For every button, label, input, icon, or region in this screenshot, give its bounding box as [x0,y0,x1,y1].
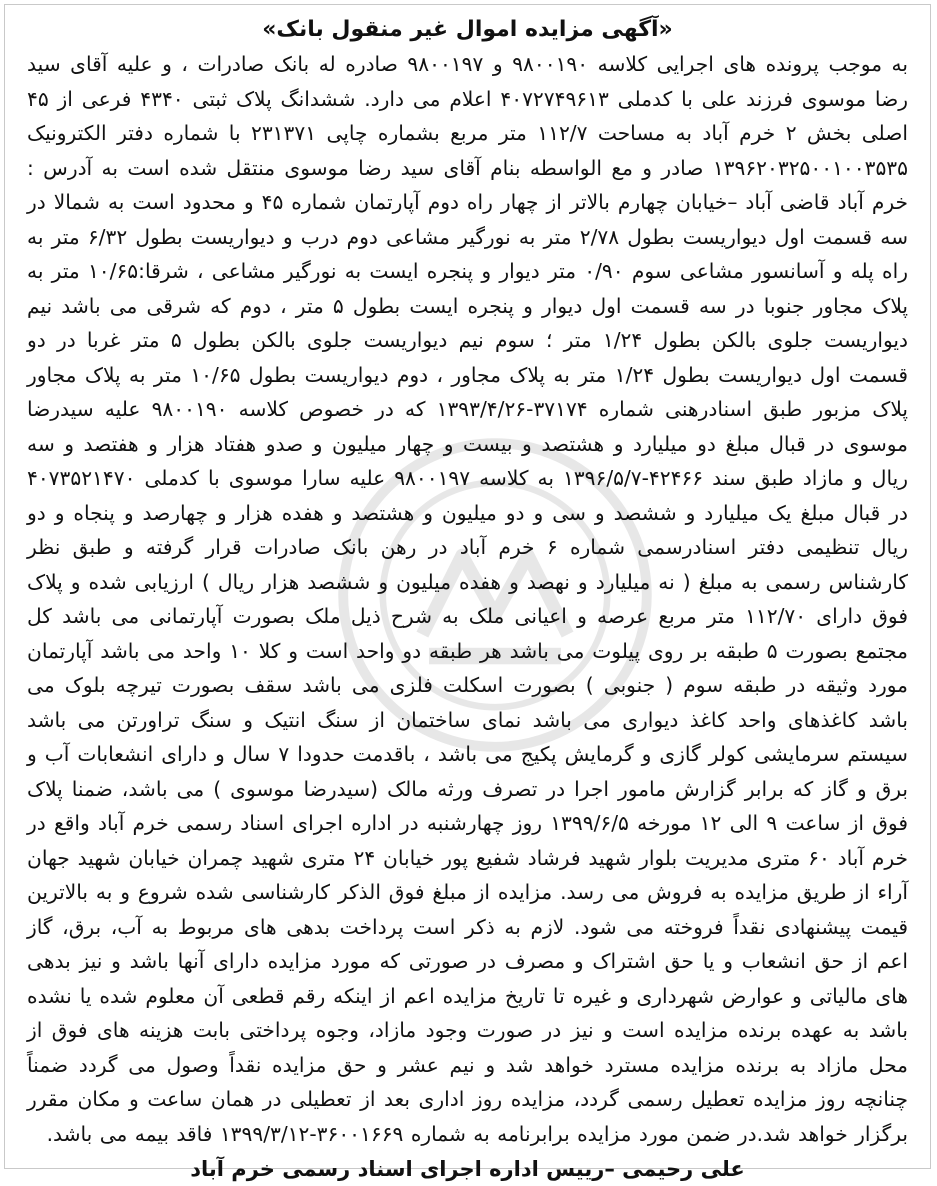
notice-signature: علی رحیمی –رییس اداره اجرای اسناد رسمی خرم آباد [190,1157,745,1181]
auction-notice [4,4,931,1181]
notice-body: به موجب پرونده های اجرایی کلاسه ۹۸۰۰۱۹۰ و ۹۸۰۰۱۹۷ صادره له بانک صادرات ، و علیه آقای سید رضا موسوی فرزند علی با کدملی ۴۰۷۲۷۴۹۶۱۳ اعلام می دارد. ششدانگ پلاک ثبتی ۴۳۴۰ فرعی از ۴۵ اصلی بخش ۲ خرم آباد به مساحت ۱۱۲/۷ متر مربع بشماره چاپی ۲۳۱۳۷۱ با شماره دفتر الکترونیک ۱۳۹۶۲۰۳۲۵۰۰۱۰۰۳۵۳۵ صادر و مع الواسطه بنام آقای سید رضا موسوی منتقل شده است به آدرس : خرم آباد قاضی آباد –خیابان چهارم بالاتر از چهار راه دوم آپارتمان شماره ۴۵ و محدود است به شمالا در سه قسمت اول دیواریست بطول ۲/۷۸ متر به نورگیر مشاعی دوم درب و دیواریست بطول ۶/۳۲ متر به راه پله و آسانسور مشاعی سوم ۰/۹۰ متر دیوار و پنجره ایست به نورگیر مشاعی ، شرقا:۱۰/۶۵ متر به پلاک مجاور جنوبا در سه قسمت اول دیوار و پنجره ایست بطول ۵ متر ، دوم که شرقی می باشد نیم دیواریست جلوی بالکن بطول ۱/۲۴ متر ؛ سوم نیم دیواریست جلوی بالکن بطول ۵ متر غربا در دو قسمت اول دیواریست بطول ۱/۲۴ متر به پلاک مجاور ، دوم دیواریست بطول ۱۰/۶۵ متر به پلاک مجاور پلاک مزبور طبق اسنادرهنی شماره ۳۷۱۷۴-۱۳۹۳/۴/۲۶ که در خصوص کلاسه ۹۸۰۰۱۹۰ علیه سیدرضا موسوی در قبال مبلغ دو میلیارد و هشتصد و بیست و چهار میلیون و صدو هفتاد هزار و هفتصد و سه ریال و مازاد طبق سند ۴۲۴۶۶-۱۳۹۶/۵/۷ به کلاسه ۹۸۰۰۱۹۷ علیه سارا موسوی با کدملی ۴۰۷۳۵۲۱۴۷۰ در قبال مبلغ یک میلیارد و ششصد و سی و دو میلیون و هشتصد و هفده هزار و چهارصد و پنجاه و دو ریال تنظیمی دفتر اسنادرسمی شماره ۶ خرم آباد در رهن بانک صادرات قرار گرفته و طبق نظر کارشناس رسمی به مبلغ ( نه میلیارد و نهصد و هفده میلیون و ششصد هزار ریال ) ارزیابی شده و پلاک فوق دارای ۱۱۲/۷۰ متر مربع عرصه و اعیانی ملک به شرح ذیل ملک بصورت آپارتمانی می باشد کل مجتمع بصورت ۵ طبقه بر روی پیلوت می باشد هر طبقه دو واحد است و کلا ۱۰ واحد می باشد آپارتمان مورد وثیقه در طبقه سوم ( جنوبی ) بصورت اسکلت فلزی می باشد سقف بصورت تیرچه بلوک می باشد کاغذهای واحد کاغذ دیواری می باشد نمای ساختمان از سنگ انتیک و سنگ تراورتن می باشد سیستم سرمایشی کولر گازی و گرمایش پکیج می باشد ، باقدمت حدودا ۷ سال و دارای انشعابات آب و برق و گاز که برابر گزارش مامور اجرا در تصرف ورثه مالک (سیدرضا موسوی ) می باشد، ضمنا پلاک فوق از ساعت ۹ الی ۱۲ مورخه ۱۳۹۹/۶/۵ روز چهارشنبه در اداره اجرای اسناد رسمی خرم آباد واقع در خرم آباد ۶۰ متری مدیریت بلوار شهید فرشاد شفیع پور خیابان ۲۴ متری شهید چمران خیابان شهید جهان آراء از طریق مزایده به فروش می رسد. مزایده از مبلغ فوق الذکر کارشناسی شده شروع و به بالاترین قیمت پیشنهادی نقداً فروخته می شود. لازم به ذکر است پرداخت بدهی های مربوط به آب، برق، گاز اعم از حق انشعاب و یا حق اشتراک و مصرف در صورتی که مورد مزایده دارای آنها باشد و نیز بدهی های مالیاتی و عوارض شهرداری و غیره تا تاریخ مزایده اعم از اینکه رقم قطعی آن معلوم شده یا نشده باشد به عهده برنده مزایده است و نیز در صورت وجود مازاد، وجوه پرداختی بابت هزینه های فوق از محل مازاد به برنده مزایده مسترد خواهد شد و نیم عشر و حق مزایده نقداً وصول می گردد ضمناً چنانچه روز مزایده تعطیل رسمی گردد، مزایده روز اداری بعد از تعطیلی در همان ساعت و مکان مقرر برگزار خواهد شد.در ضمن مورد مزایده برابرنامه به شماره ۳۶۰۰۱۶۶۹-۱۳۹۹/۳/۱۲ فاقد بیمه می باشد. [27,52,909,1146]
notice-title: «آگهی مزایده اموال غیر منقول بانک» [262,17,673,42]
